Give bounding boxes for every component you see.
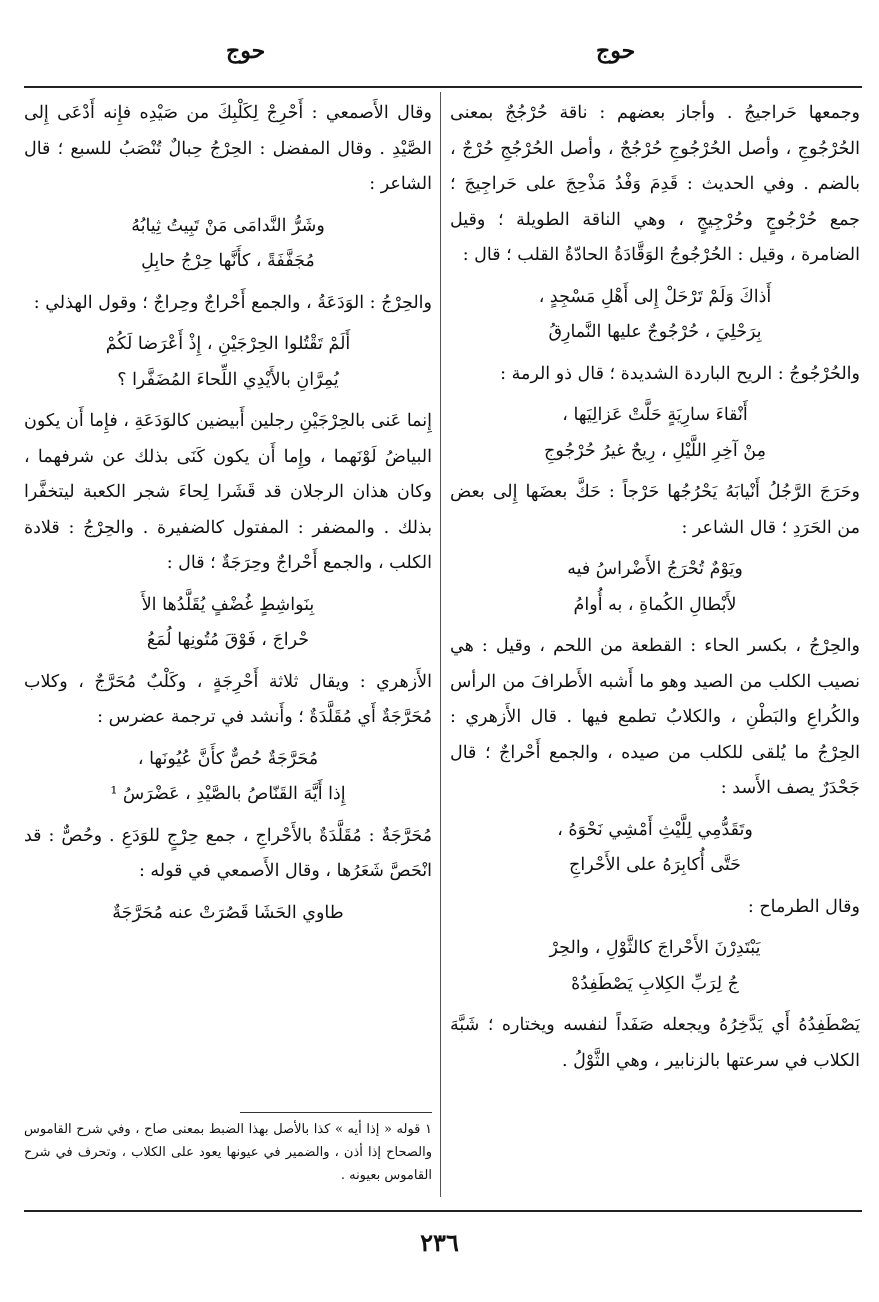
entry-paragraph: والحِرْجُ ، بكسر الحاء : القطعة من اللحم ، وقيل : هي نصيب الكلب من الصيد وهو ما أَشبه الأَطرافَ من الرأس والكُراعِ والبَطْنِ ، والكلابُ تطمع فيها . قال الأَزهري : الحِرْجُ ما يُلقى للكلب من صيده ، والجمع أَحْراجٌ ؛ قال جَحْدَرٌ يصف الأَسد : (450, 636, 860, 798)
verse-line: جُ لِرَبِّ الكِلابِ يَصْطَفِدُهْ (571, 973, 739, 994)
verse (450, 552, 860, 623)
verse (24, 588, 432, 659)
verse-line: يَبْتَدِرْنَ الأَحْراجَ كالثَّوْلِ ، والحِرْ (549, 938, 761, 958)
running-head-right: حوج (596, 38, 636, 64)
verse-line: مُجَفَّفَةً ، كأَنَّها حِرْجُ حابِلِ (141, 251, 315, 271)
verse-line: وتَقَدُّمِي لِلَّيْثِ أَمْشِي نَحْوَهُ ، (557, 819, 753, 840)
entry-paragraph: والحِرْجُ : الوَدَعَةُ ، والجمع أَحْراجٌ وحِراجٌ ؛ وقول الهذلي : (33, 292, 432, 313)
verse-line: مُحَرَّجَةٌ حُصٌّ كأَنَّ عُيُونَها ، (137, 748, 319, 769)
verse-line: إِذا أَيَّهَ القَنّاصُ بالصَّيْدِ ، عَضْرَسُ ¹ (110, 784, 346, 804)
footer-rule (24, 1210, 862, 1212)
verse-line: أَذاكَ وَلَمْ تَرْحَلْ إِلى أَهْلِ مَسْجِدٍ ، (538, 286, 772, 307)
running-head-left: حوج (226, 38, 266, 64)
entry-paragraph: وجمعها حَراجيجُ . وأجاز بعضهم : ناقة حُرْجُجٌ بمعنى الحُرْجُوجِ ، وأصل الحُرْجُوجِ حُرْجُجٌ ، وأصل الحُرْجُجِ حُرْجٌ ، بالضم . وفي الحديث : قَدِمَ وَفْدُ مَذْحِجَ على حَراجِيجَ ؛ جمع حُرْجُوجٍ وحُرْجِيجٍ ، وهي الناقة الطويلة ؛ وقيل الضامرة ، وقيل : الحُرْجُوجُ الوَقَّادَةُ الحادّةُ القلب ؛ قال : (450, 103, 860, 265)
verse-line: حْراجَ ، فَوْقَ مُتُونِها لُمَعُ (146, 630, 310, 650)
verse (450, 280, 860, 351)
entry-paragraph: وقال الأَصمعي : أَحْرِجْ لِكَلْبِكَ من صَيْدِه فإِنه أَدْعَى إِلى الصَّيْدِ . وقال المفضل : الحِرْجُ حِبالٌ تُنْصَبُ للسبع ؛ قال الشاعر : (24, 103, 432, 194)
entry-paragraph: وقال الطرماح : (747, 896, 860, 917)
entry-paragraph: الأَزهري : ويقال ثلاثة أَحْرِجَةٍ ، وكَلْبٌ مُحَرَّجٌ ، وكلاب مُحَرَّجَةٌ أَي مُقَلَّدَةٌ ؛ وأَنشد في ترجمة عضرس : (24, 671, 432, 727)
verse-line: وشَرُّ النَّدامَى مَنْ تَبِيتُ ثِيابُهُ (131, 215, 325, 236)
verse-line: ويَوْمٌ تُحْرَجُ الأَضْراسُ فيه (567, 559, 743, 579)
verse (24, 896, 432, 932)
page-number: ٢٣٦ (420, 1228, 459, 1257)
footnote: ١ قوله « إذا أيه » كذا بالأصل بهذا الضبط بمعنى صاح ، وفي شرح القاموس والصحاح إذا أذن ، والضمير في عيونها يعود على الكلاب ، وتحرف في شرح القاموس بعيونه . (24, 1122, 432, 1183)
column-divider (440, 92, 441, 1197)
entry-paragraph: والحُرْجُوجُ : الريح الباردة الشديدة ؛ قال ذو الرمة : (500, 363, 860, 384)
verse (24, 327, 432, 398)
footnote-rule (240, 1112, 432, 1113)
verse (450, 931, 860, 1002)
verse-line: أَلَمْ تَقْتُلوا الحِرْجَيْنِ ، إِذْ أَعْرَضا لَكُمْ (105, 334, 351, 354)
header-rule (24, 86, 862, 88)
entry-paragraph: يَصْطَفِدُهُ أَي يَدَّخِرُهُ ويجعله صَفَداً لنفسه ويختاره ؛ شَبَّهَ الكلاب في سرعتها بالزنابير ، وهي الثَّوْلُ . (450, 1015, 860, 1071)
verse-line: بِرَحْلِيَ ، حُرْجُوجٌ عليها النَّمارِقُ (548, 322, 762, 342)
verse-line: حَتَّى أُكابِرَهُ على الأَحْراجِ (569, 855, 741, 875)
verse-line: أَنْقاءَ سارِيَةٍ حَلَّتْ عَزالِيَها ، (562, 405, 748, 425)
entry-paragraph: مُحَرَّجَةٌ : مُقَلَّدَةٌ بالأَحْراجِ ، جمع حِرْجٍ للوَدَعِ . وحُصٌّ : قد انْحَصَّ شَعَرُها ، وقال الأَصمعي في قوله : (24, 825, 432, 881)
verse-line: لأَبْطالِ الكُماةِ ، به أُوامُ (573, 594, 737, 615)
right-column (450, 96, 860, 1201)
verse-line: مِنْ آخِرِ اللَّيْلِ ، رِيحٌ غيرُ حُرْجُوجِ (544, 440, 766, 461)
verse (24, 209, 432, 280)
entry-paragraph: وحَرَجَ الرَّجُلُ أَنْيابَهُ يَحْرُجُها حَرْجاً : حَكَّ بعضَها إِلى بعض من الحَرَدِ ؛ قال الشاعر : (450, 482, 860, 538)
verse-line: طاوي الحَشَا قَصُرَتْ عنه مُحَرَّجَةٌ (112, 902, 344, 923)
verse-line: يُمِرَّانِ بالأَيْدِي اللِّحاءَ المُضَفَّرا ؟ (117, 369, 339, 390)
verse (450, 813, 860, 884)
left-column (24, 96, 432, 1106)
verse (450, 398, 860, 469)
verse (24, 742, 432, 813)
entry-paragraph: إِنما عَنى بالحِرْجَيْنِ رجلين أَبيضين كالوَدَعَةِ ، فإِما أَن يكون البياضُ لَوْنَهما ، وإِما أَن يكون كَنَى بذلك عن شرفهما ، وكان هذان الرجلان قد قَشَرا لِحاءَ شجر الكعبة ليتخفَّرا بذلك . والمضفر : المفتول كالضفيرة . والحِرْجُ : قلادة الكلب ، والجمع أَحْراجٌ وحِرَجَةٌ ؛ قال : (24, 411, 432, 573)
verse-line: بِنَواشِطٍ غُضْفٍ يُقَلَّدُها الأَ (141, 594, 315, 615)
